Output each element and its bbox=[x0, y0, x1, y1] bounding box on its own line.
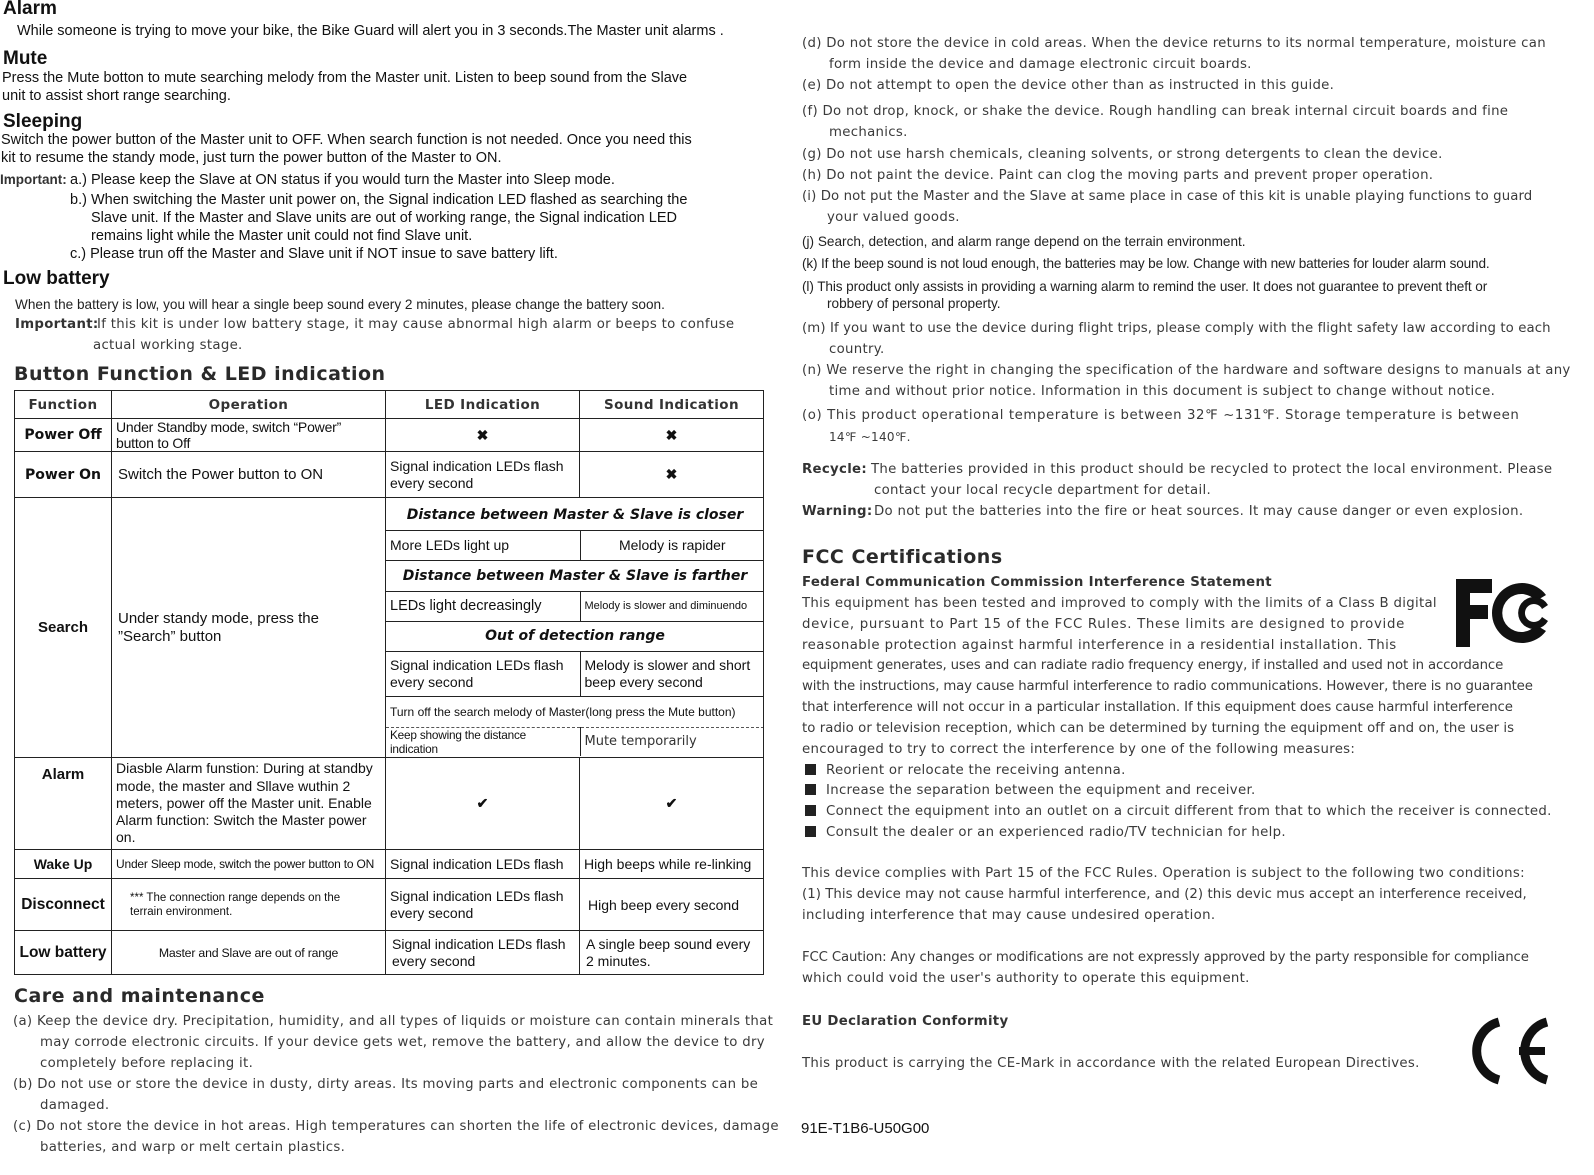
header-sound: Sound Indication bbox=[580, 391, 764, 419]
sleeping-important-c: c.) Please trun off the Master and Slave unit if NOT insue to save battery lift. bbox=[70, 246, 558, 262]
disconnect-operation: *** The connection range depends on the terrain environment. bbox=[112, 879, 386, 931]
search-detail-table bbox=[386, 499, 764, 756]
sleeping-line-1: Switch the power button of the Master unit to OFF. When search function is not needed. Once you need this bbox=[1, 132, 692, 148]
care-line-d2: form inside the device and damage electronic circuit boards. bbox=[829, 57, 1252, 72]
fcc-bullet-2: Increase the separation between the equipment and receiver. bbox=[805, 783, 1256, 798]
farther-led: LEDs light decreasingly bbox=[386, 591, 580, 621]
table-title: Button Function & LED indication bbox=[14, 363, 386, 385]
care-heading: Care and maintenance bbox=[14, 985, 265, 1007]
care-line-l2: robbery of personal property. bbox=[827, 296, 1001, 311]
sleeping-important-label: Important: bbox=[0, 172, 67, 187]
square-bullet-icon bbox=[805, 826, 816, 837]
fcc-para-2: device, pursuant to Part 15 of the FCC Rules. These limits are designed to provide bbox=[802, 617, 1405, 632]
fcc-bullet-1: Reorient or relocate the receiving antenna. bbox=[805, 763, 1126, 778]
care-line-a2: may corrode electronic circuits. If your device gets wet, remove the battery, and allow the device to dry bbox=[40, 1035, 765, 1050]
care-line-g: (g) Do not use harsh chemicals, cleaning solvents, or strong detergents to clean the device. bbox=[802, 147, 1443, 162]
square-bullet-icon bbox=[805, 805, 816, 816]
cross-mark-icon: ✖ bbox=[386, 419, 580, 452]
fcc-caution-2: which could void the user's authority to operate this equipment. bbox=[802, 971, 1250, 986]
low-battery-heading: Low battery bbox=[3, 268, 110, 289]
low-battery-sound: A single beep sound every 2 minutes. bbox=[580, 931, 764, 975]
closer-sound: Melody is rapider bbox=[580, 530, 764, 560]
table-row bbox=[15, 452, 764, 498]
low-battery-important-2: actual working stage. bbox=[93, 338, 243, 353]
eu-heading: EU Declaration Conformity bbox=[802, 1014, 1009, 1029]
recycle-label: Recycle: bbox=[802, 462, 867, 477]
header-led: LED Indication bbox=[386, 391, 580, 419]
ce-mark bbox=[1455, 1014, 1551, 1088]
care-line-i: (i) Do not put the Master and the Slave at same place in case of this kit is unable playing functions to guard bbox=[802, 189, 1533, 204]
fcc-para-6: that interference will not occur in a particular installation. If this equipment does cause harmful interference bbox=[802, 700, 1513, 715]
square-bullet-icon bbox=[805, 784, 816, 795]
alarm-text: While someone is trying to move your bike, the Bike Guard will alert you in 3 seconds.The Master unit alarms . bbox=[17, 23, 724, 39]
care-line-d: (d) Do not store the device in cold areas. When the device returns to its normal temperature, moisture can bbox=[802, 36, 1546, 51]
care-line-n2: time and without prior notice. Information in this document is subject to change without notice. bbox=[829, 384, 1496, 399]
care-line-c: (c) Do not store the device in hot areas. High temperatures can shorten the life of electronic devices, damage bbox=[13, 1119, 779, 1134]
closer-led: More LEDs light up bbox=[386, 530, 580, 560]
sleeping-line-2: kit to resume the standy mode, just turn the power button of the Master to ON. bbox=[1, 150, 502, 166]
sleeping-important-b2: Slave unit. If the Master and Slave units are out of working range, the Signal indication LED bbox=[91, 210, 677, 226]
care-line-m: (m) If you want to use the device during flight trips, please comply with the flight safety law according to each bbox=[802, 321, 1551, 336]
search-details bbox=[386, 498, 764, 758]
sleeping-important-b: b.) When switching the Master unit power on, the Signal indication LED flashed as searching the bbox=[70, 192, 688, 208]
care-line-c2: batteries, and warp or melt certain plastics. bbox=[40, 1140, 346, 1155]
mute-heading: Mute bbox=[3, 48, 48, 69]
mute-note: Turn off the search melody of Master(long press the Mute button) bbox=[386, 696, 764, 727]
care-line-b2: damaged. bbox=[40, 1098, 110, 1113]
part15-line-2: (1) This device may not cause harmful interference, and (2) this devic mus accept an interference received, bbox=[802, 887, 1527, 902]
sleeping-heading: Sleeping bbox=[3, 111, 83, 132]
low-battery-important-label: Important: bbox=[15, 317, 99, 332]
care-line-o: (o) This product operational temperature is between 32℉ ~131℉. Storage temperature is between bbox=[802, 408, 1520, 423]
farther-sound: Melody is slower and diminuendo bbox=[580, 591, 764, 621]
fcc-para-8: encouraged to try to correct the interference by one of the following measures: bbox=[802, 742, 1356, 757]
part15-line-1: This device complies with Part 15 of the FCC Rules. Operation is subject to the following two conditions: bbox=[802, 866, 1525, 881]
check-mark-icon: ✔ bbox=[580, 758, 764, 850]
table-row bbox=[15, 931, 764, 975]
fcc-caution-1: FCC Caution: Any changes or modifications are not expressly approved by the party responsible for compliance bbox=[802, 950, 1529, 965]
fcc-para-7: to radio or television reception, which can be determined by turning the equipment off and on, the user is bbox=[802, 721, 1515, 736]
care-line-f2: mechanics. bbox=[829, 125, 908, 140]
out-of-range-led: Signal indication LEDs flash every second bbox=[386, 651, 580, 696]
low-battery-led: Signal indication LEDs flash every second bbox=[386, 931, 580, 975]
fcc-heading: FCC Certifications bbox=[802, 546, 1003, 568]
part15-line-3: including interference that may cause undesired operation. bbox=[802, 908, 1216, 923]
fcc-para-1: This equipment has been tested and improved to comply with the limits of a Class B digital bbox=[802, 596, 1437, 611]
check-mark-icon: ✔ bbox=[386, 758, 580, 850]
care-line-o2: 14℉ ~140℉. bbox=[829, 430, 911, 444]
care-line-a: (a) Keep the device dry. Precipitation, humidity, and all types of liquids or moisture can contain minerals that bbox=[13, 1014, 774, 1029]
mute-line-1: Press the Mute botton to mute searching melody from the Master unit. Listen to beep sound from the Slave bbox=[2, 70, 688, 86]
wake-up-led: Signal indication LEDs flash bbox=[386, 850, 580, 879]
low-battery-function: Low battery bbox=[15, 931, 112, 975]
recycle-line-2: contact your local recycle department for detail. bbox=[874, 483, 1211, 498]
care-line-m2: country. bbox=[829, 342, 885, 357]
care-line-h: (h) Do not paint the device. Paint can clog the moving parts and prevent proper operation. bbox=[802, 168, 1434, 183]
care-line-e: (e) Do not attempt to open the device other than as instructed in this guide. bbox=[802, 78, 1335, 93]
table-row bbox=[15, 498, 764, 758]
power-on-function: Power On bbox=[15, 452, 112, 498]
alarm-heading: Alarm bbox=[3, 0, 57, 19]
closer-header: Distance between Master & Slave is closer bbox=[386, 499, 764, 530]
table-row bbox=[15, 419, 764, 452]
fcc-subtitle: Federal Communication Commission Interference Statement bbox=[802, 575, 1272, 590]
care-line-n: (n) We reserve the right in changing the specification of the hardware and software designs to manuals at any bbox=[802, 363, 1571, 378]
care-line-l: (l) This product only assists in providing a warning alarm to remind the user. It does not guarantee to prevent theft or bbox=[802, 279, 1488, 294]
warning-label: Warning: bbox=[802, 504, 873, 519]
header-function: Function bbox=[15, 391, 112, 419]
mute-sound: Mute temporarily bbox=[580, 727, 764, 756]
power-off-function: Power Off bbox=[15, 419, 112, 452]
care-line-j: (j) Search, detection, and alarm range depend on the terrain environment. bbox=[802, 234, 1246, 249]
fcc-para-4: equipment generates, uses and can radiate radio frequency energy, if installed and used not in accordance bbox=[802, 658, 1504, 673]
table-header-row bbox=[15, 391, 764, 419]
fcc-bullet-4: Consult the dealer or an experienced radio/TV technician for help. bbox=[805, 825, 1286, 840]
care-line-a3: completely before replacing it. bbox=[40, 1056, 254, 1071]
warning-text: Do not put the batteries into the fire or heat sources. It may cause danger or even explosion. bbox=[874, 504, 1524, 519]
table-row bbox=[15, 758, 764, 850]
part-number: 91E-T1B6-U50G00 bbox=[801, 1120, 930, 1137]
square-bullet-icon bbox=[805, 764, 816, 775]
power-on-operation: Switch the Power button to ON bbox=[112, 452, 386, 498]
out-of-range-sound: Melody is slower and short beep every second bbox=[580, 651, 764, 696]
search-function: Search bbox=[15, 498, 112, 758]
alarm-operation: Diasble Alarm funstion: During at standby mode, the master and Sllave wuthin 2 meters, power off the Master unit. Enable Alarm function: Switch the Master power on. bbox=[112, 758, 386, 850]
low-battery-text: When the battery is low, you will hear a single beep sound every 2 minutes, please change the battery soon. bbox=[15, 297, 665, 312]
cross-mark-icon: ✖ bbox=[580, 419, 764, 452]
sleeping-important-b3: remains light while the Master unit could not find Slave unit. bbox=[91, 228, 473, 244]
power-on-led: Signal indication LEDs flash every second bbox=[386, 452, 580, 498]
care-line-f: (f) Do not drop, knock, or shake the device. Rough handling can break internal circuit boards and fine bbox=[802, 104, 1509, 119]
mute-line-2: unit to assist short range searching. bbox=[2, 88, 231, 104]
low-battery-important-1: If this kit is under low battery stage, it may cause abnormal high alarm or beeps to confuse bbox=[97, 317, 735, 332]
fcc-para-5: with the instructions, may cause harmful interference to radio communications. However, there is no guarantee bbox=[802, 679, 1533, 694]
fcc-para-3: reasonable protection against harmful interference in a residential installation. This bbox=[802, 638, 1397, 653]
sleeping-important-a: a.) Please keep the Slave at ON status if you would turn the Master into Sleep mode. bbox=[70, 172, 615, 188]
farther-header: Distance between Master & Slave is farther bbox=[386, 560, 764, 591]
wake-up-operation: Under Sleep mode, switch the power button to ON bbox=[112, 850, 386, 879]
search-operation: Under standy mode, press the ”Search” button bbox=[112, 498, 386, 758]
table-row bbox=[15, 850, 764, 879]
disconnect-led: Signal indication LEDs flash every second bbox=[386, 879, 580, 931]
recycle-line-1: The batteries provided in this product should be recycled to protect the local environment. Please bbox=[871, 462, 1553, 477]
mute-led: Keep showing the distance indication bbox=[390, 727, 527, 756]
care-line-k: (k) If the beep sound is not loud enough, the batteries may be low. Change with new batteries for louder alarm sound. bbox=[802, 256, 1490, 271]
wake-up-sound: High beeps while re-linking bbox=[580, 850, 764, 879]
care-line-i2: your valued goods. bbox=[827, 210, 960, 225]
power-off-operation: Under Standby mode, switch “Power” button to Off bbox=[112, 419, 386, 452]
eu-text: This product is carrying the CE-Mark in accordance with the related European Directives. bbox=[802, 1056, 1420, 1071]
care-line-b: (b) Do not use or store the device in dusty, dirty areas. Its moving parts and electronic components can be bbox=[13, 1077, 759, 1092]
fcc-bullet-3: Connect the equipment into an outlet on a circuit different from that to which the receiver is connected. bbox=[805, 804, 1552, 819]
out-of-range-header: Out of detection range bbox=[386, 621, 764, 651]
disconnect-function: Disconnect bbox=[15, 879, 112, 931]
low-battery-operation: Master and Slave are out of range bbox=[112, 931, 386, 975]
fcc-logo bbox=[1452, 575, 1552, 650]
table-row bbox=[15, 879, 764, 931]
header-operation: Operation bbox=[112, 391, 386, 419]
function-table bbox=[14, 390, 764, 975]
alarm-function: Alarm bbox=[15, 758, 112, 850]
wake-up-function: Wake Up bbox=[15, 850, 112, 879]
cross-mark-icon: ✖ bbox=[580, 452, 764, 498]
disconnect-sound: High beep every second bbox=[580, 879, 764, 931]
